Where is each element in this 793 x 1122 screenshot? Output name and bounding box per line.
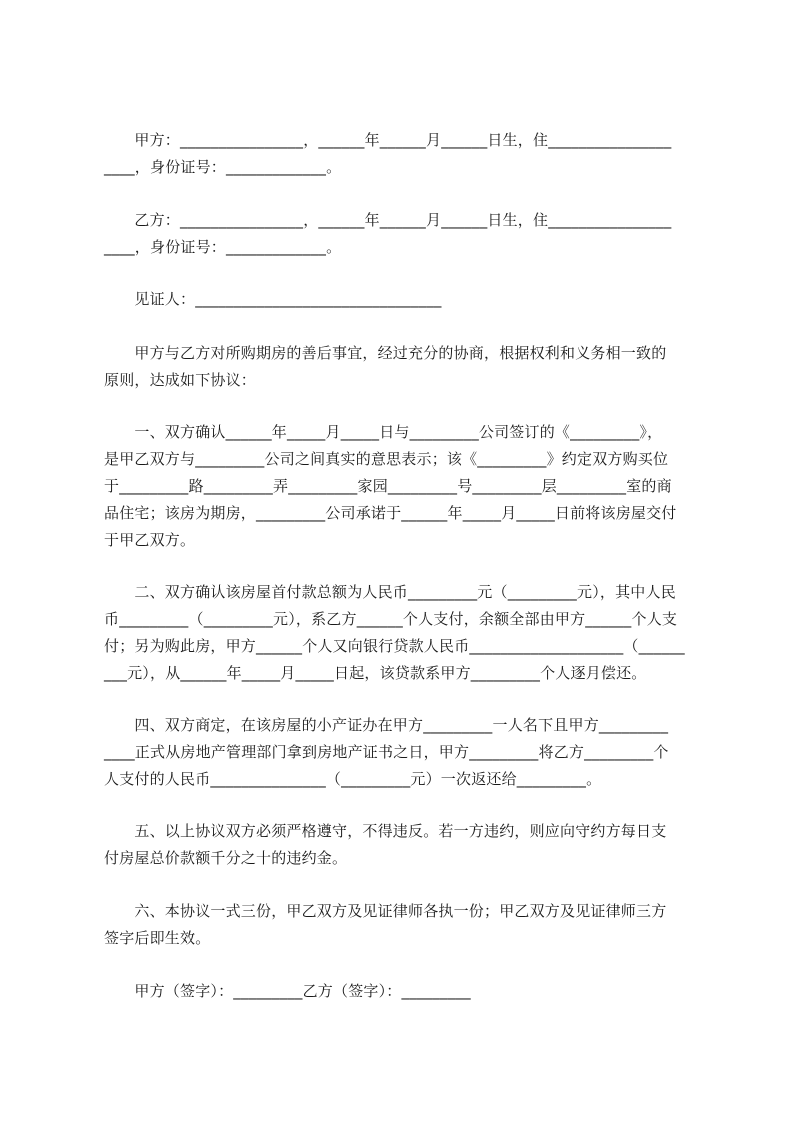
clause-1-line-2: 是甲乙双方与_________公司之间真实的意思表示；该《_________》约定双方购买位 bbox=[104, 450, 669, 468]
signature-paragraph bbox=[104, 978, 704, 1005]
clause-2-paragraph bbox=[104, 579, 704, 687]
intro-line-2: 原则，达成如下协议： bbox=[104, 371, 257, 389]
party-b-paragraph bbox=[104, 207, 704, 261]
witness-paragraph bbox=[104, 286, 704, 313]
clause-2-line-2: 币_________（_________元），系乙方______个人支付，余额全部由甲方______个人支 bbox=[104, 610, 678, 628]
clause-1-line-3: 于_________路_________弄_________家园_________号_________层_________室的商 bbox=[104, 477, 672, 495]
clause-5-line-1: 五、以上协议双方必须严格遵守，不得违反。若一方违约，则应向守约方每日支 bbox=[104, 822, 667, 840]
party-b-line-1: 乙方：________________，______年______月______日生，住________________ bbox=[104, 211, 672, 229]
party-a-line-2: ____，身份证号：_____________。 bbox=[104, 158, 342, 176]
clause-6-line-1: 六、本协议一式三份，甲乙双方及见证律师各执一份；甲乙双方及见证律师三方 bbox=[104, 902, 667, 920]
clause-1-paragraph bbox=[104, 419, 704, 554]
clause-2-line-3: 付；另为购此房，甲方______个人又向银行贷款人民币____________________（______ bbox=[104, 637, 685, 655]
intro-paragraph bbox=[104, 340, 704, 394]
clause-1-line-4: 品住宅；该房为期房，_________公司承诺于______年_____月_____日前将该房屋交付 bbox=[104, 504, 677, 522]
clause-1-line-1: 一、双方确认______年_____月_____日与_________公司签订的《_________》， bbox=[104, 423, 663, 441]
party-a-line-1: 甲方：________________，______年______月______日生，住________________ bbox=[104, 131, 672, 149]
clause-6-paragraph bbox=[104, 898, 704, 952]
intro-line-1: 甲方与乙方对所购期房的善后事宜，经过充分的协商，根据权利和义务相一致的 bbox=[104, 344, 667, 362]
clause-4-line-1: 四、双方商定，在该房屋的小产证办在甲方_________一人名下且甲方_________ bbox=[104, 716, 669, 734]
clause-1-line-5: 于甲乙双方。 bbox=[104, 531, 196, 549]
party-a-paragraph bbox=[104, 127, 704, 181]
clause-5-paragraph bbox=[104, 818, 704, 872]
clause-4-line-3: 人支付的人民币_______________（_________元）一次返还给_________。 bbox=[104, 770, 602, 788]
clause-2-line-1: 二、双方确认该房屋首付款总额为人民币_________元（_________元），其中人民 bbox=[104, 583, 676, 601]
clause-6-line-2: 签字后即生效。 bbox=[104, 929, 211, 947]
clause-4-paragraph bbox=[104, 712, 704, 793]
clause-5-line-2: 付房屋总价款额千分之十的违约金。 bbox=[104, 849, 348, 867]
clause-2-line-4: ___元），从______年_____月_____日起，该贷款系甲方_________个人逐月偿还。 bbox=[104, 664, 647, 682]
party-b-line-2: ____，身份证号：_____________。 bbox=[104, 238, 342, 256]
clause-4-line-2: ____正式从房地产管理部门拿到房地产证书之日，甲方_________将乙方_________个 bbox=[104, 743, 669, 761]
signature-line: 甲方（签字）：_________乙方（签字）：_________ bbox=[104, 982, 471, 1000]
witness-line-1: 见证人：________________________________ bbox=[104, 290, 442, 308]
